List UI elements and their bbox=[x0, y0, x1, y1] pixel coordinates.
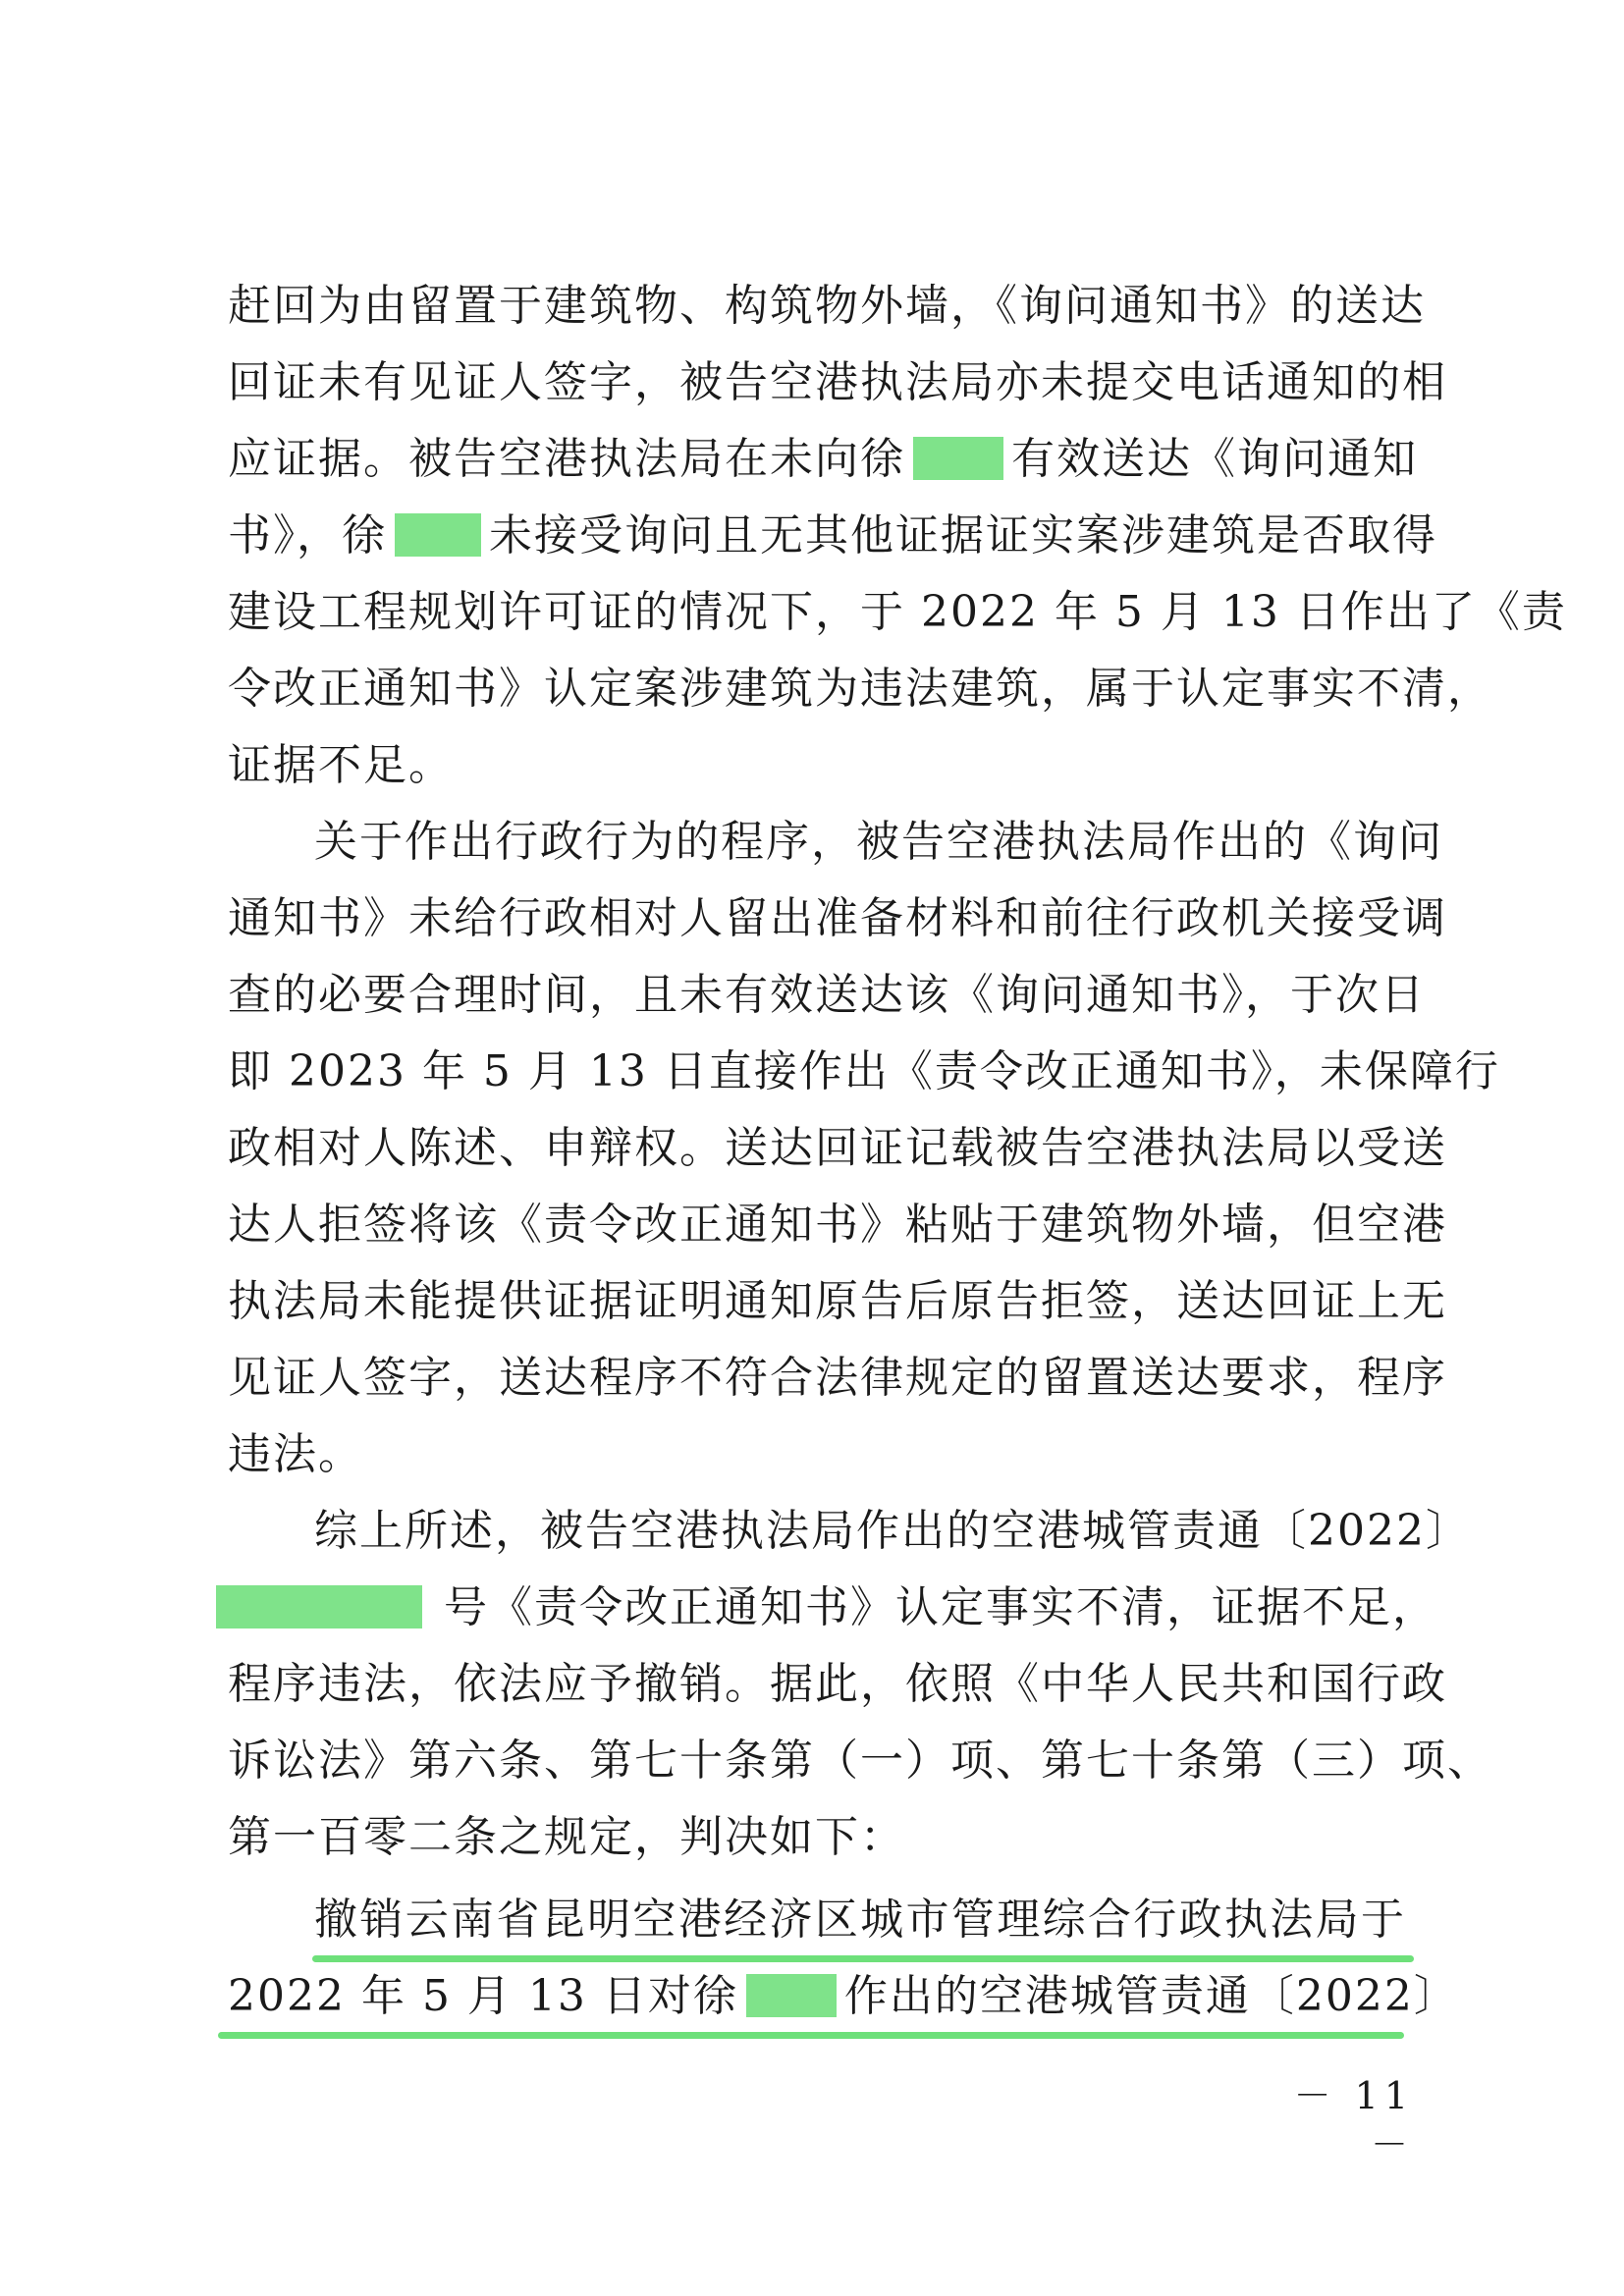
text-line-10 bbox=[228, 966, 1426, 1025]
text-segment: 违法。 bbox=[228, 1429, 363, 1479]
text-line-18 bbox=[216, 1578, 1437, 1637]
text-line-2 bbox=[228, 353, 1447, 412]
text-segment: 书》，徐 bbox=[228, 510, 387, 561]
text-line-11 bbox=[228, 1042, 1500, 1101]
text-segment: 2022 年 5 月 13 日对徐 bbox=[228, 1971, 738, 2021]
text-segment: 查的必要合理时间，且未有效送达该《询问通知书》，于次日 bbox=[228, 970, 1426, 1020]
highlight-underline bbox=[312, 1955, 1414, 1962]
text-line-6 bbox=[228, 660, 1492, 719]
text-segment: 通知书》未给行政相对人留出准备材料和前往行政机关接受调 bbox=[228, 893, 1447, 943]
text-segment: 见证人签字，送达程序不符合法律规定的留置送达要求，程序 bbox=[228, 1353, 1447, 1403]
text-line-22 bbox=[314, 1891, 1406, 1949]
text-segment: 回证未有见证人签字，被告空港执法局亦未提交电话通知的相 bbox=[228, 357, 1447, 407]
text-segment: 执法局未能提供证据证明通知原告后原告拒签，送达回证上无 bbox=[228, 1276, 1447, 1326]
text-line-3 bbox=[228, 430, 1418, 489]
text-segment: 程序违法，依法应予撤销。据此，依照《中华人民共和国行政 bbox=[228, 1659, 1447, 1709]
text-line-15 bbox=[228, 1349, 1447, 1408]
text-segment: 政相对人陈述、申辩权。送达回证记载被告空港执法局以受送 bbox=[228, 1123, 1447, 1173]
text-segment: 号《责令改正通知书》认定事实不清，证据不足， bbox=[444, 1582, 1437, 1632]
text-line-1 bbox=[228, 277, 1426, 336]
text-segment: 赶回为由留置于建筑物、构筑物外墙，《询问通知书》的送达 bbox=[228, 281, 1426, 331]
text-line-19 bbox=[228, 1655, 1447, 1714]
text-line-4 bbox=[228, 507, 1437, 565]
text-segment: 令改正通知书》认定案涉建筑为违法建筑，属于认定事实不清， bbox=[228, 664, 1492, 714]
text-segment: 未接受询问且无其他证据证实案涉建筑是否取得 bbox=[489, 510, 1437, 561]
text-line-17 bbox=[314, 1502, 1471, 1561]
text-segment: 诉讼法》第六条、第七十条第（一）项、第七十条第（三）项、 bbox=[228, 1735, 1492, 1786]
text-line-20 bbox=[228, 1732, 1492, 1790]
text-line-8 bbox=[314, 813, 1443, 872]
text-line-14 bbox=[228, 1272, 1447, 1331]
text-segment: 关于作出行政行为的程序，被告空港执法局作出的《询问 bbox=[314, 817, 1443, 867]
text-segment: 撤销云南省昆明空港经济区城市管理综合行政执法局于 bbox=[314, 1895, 1406, 1945]
text-line-21 bbox=[228, 1808, 1406, 1867]
text-segment: 即 2023 年 5 月 13 日直接作出《责令改正通知书》，未保障行 bbox=[228, 1046, 1500, 1096]
text-line-16 bbox=[228, 1425, 1406, 1484]
text-segment: 达人拒签将该《责令改正通知书》粘贴于建筑物外墙，但空港 bbox=[228, 1200, 1447, 1250]
text-segment: 综上所述，被告空港执法局作出的空港城管责通〔2022〕 bbox=[314, 1506, 1471, 1556]
text-line-7 bbox=[228, 736, 1406, 795]
redaction-block bbox=[746, 1974, 837, 2017]
text-line-9 bbox=[228, 889, 1447, 948]
text-segment: 证据不足。 bbox=[228, 740, 454, 790]
text-line-5 bbox=[228, 583, 1567, 642]
redaction-block bbox=[395, 513, 481, 557]
text-segment: 作出的空港城管责通〔2022〕 bbox=[843, 1971, 1459, 2021]
highlight-underline bbox=[218, 2032, 1404, 2039]
text-segment: 建设工程规划许可证的情况下，于 2022 年 5 月 13 日作出了《责 bbox=[228, 587, 1567, 637]
text-line-23 bbox=[228, 1967, 1459, 2026]
text-segment: 应证据。被告空港执法局在未向徐 bbox=[228, 434, 905, 484]
redaction-block bbox=[913, 437, 1003, 480]
redaction-block bbox=[216, 1585, 422, 1629]
page-number: － 11 － bbox=[1293, 2074, 1414, 2166]
text-line-12 bbox=[228, 1119, 1447, 1178]
text-line-13 bbox=[228, 1196, 1447, 1255]
text-segment: 有效送达《询问通知 bbox=[1011, 434, 1418, 484]
text-segment: 第一百零二条之规定，判决如下： bbox=[228, 1812, 905, 1862]
